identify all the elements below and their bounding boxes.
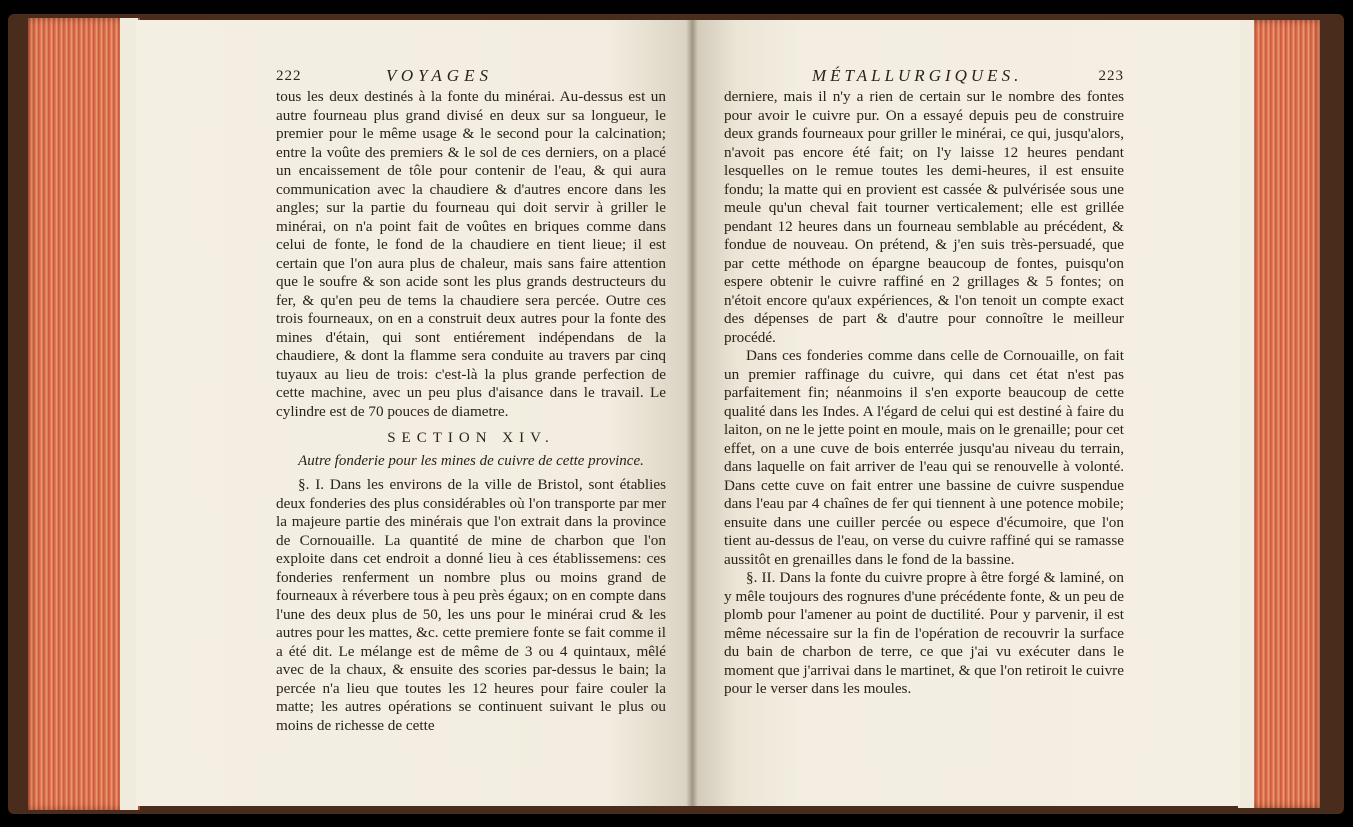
right-leaf-edge [1238,20,1254,808]
right-running-title: MÉTALLURGIQUES. [812,66,1023,85]
section-subtitle: Autre fonderie pour les mines de cuivre de cette province. [298,452,644,469]
right-running-head [724,66,1124,86]
right-page-body [724,88,1124,699]
left-running-head [276,66,666,86]
left-page-number: 222 [276,68,302,84]
left-running-title: VOYAGES [386,66,493,85]
right-page-number: 223 [1098,68,1124,84]
right-paragraph-3: §. II. Dans la fonte du cuivre propre à être forgé & laminé, on y mêle toujours des rognures d'une précédente fonte, & un peu de plomb pour l'amener au point de ductilité. Pour y parvenir, il est même nécessaire sur la fin de l'opération de recouvrir la surface du bain de charbon de terre, ce que j'ai vu exécuter dans le moment que j'arrivai dans le martinet, & que l'on retiroit le cuivre pour le verser dans les moules. [724,569,1124,697]
left-page-body [276,88,666,735]
left-paragraph-1: tous les deux destinés à la fonte du minérai. Au-dessus est un autre fourneau plus grand divisé en deux sur sa longueur, le premier pour le même usage & le second pour la calcination; entre la voûte des premiers & le sol de ces derniers, on a placé un encaissement de tôle pour contenir de l'eau, & qui aura communication avec la chaudiere & d'autres encore dans les angles; sur la partie du fourneau qui doit servir à griller le minérai, on n'a point fait de voûtes en briques comme dans celui de fonte, le fond de la chaudiere en tient lieue; il est certain que l'on aura plus de chaleur, mais sans faire attention que le soufre & son acide sont les plus grands destructeurs du fer, & qu'en peu de tems la chaudiere sera percée. Outre ces trois fourneaux, on en a construit deux autres pour la fonte des mines d'étain, qui sont entiérement indépendans de la chaudiere, & dont la flamme sera conduite au travers par cinq tuyaux au lieu de trois: c'est-là la plus grande perfection de cette machine, avec un peu plus d'aisance dans le travail. Le cylindre est de 70 pouces de diametre. [276,88,666,420]
section-heading: SECTION XIV. [387,430,555,446]
right-paragraph-1: derniere, mais il n'y a rien de certain sur le nombre des fontes pour avoir le cuivre pur. On a essayé depuis peu de construire deux grands fourneaux pour griller le minérai, ce qui, jusqu'alors, n'avoit pas encore été fait; on l'y laisse 12 heures pendant lesquelles on le remue toutes les demi-heures, il est ensuite fondu; la matte qui en provient est cassée & pulvérisée sous une meule qu'un cheval fait tourner verticalement; elle est grillée pendant 12 heures dans un fourneau semblable au précédent, & fondue de nouveau. On prétend, & j'en suis très-persuadé, que par cette méthode on épargne beaucoup de fontes, puisqu'on espere obtenir le cuivre raffiné en 2 grillages & 5 fontes; on n'étoit encore qu'aux expériences, & l'on tenoit un compte exact des dépenses de part & d'autre pour connoître le meilleur procédé. [724,88,1124,346]
left-paragraph-2: §. I. Dans les environs de la ville de Bristol, sont établies deux fonderies des plus considérables où l'on transporte par mer la majeure partie des minérais que l'on extrait dans la province de Cornouaille. La quantité de mine de charbon que l'on exploite dans cet endroit a donné lieu à ces établissemens: ces fonderies renferment un nombre plus ou moins grand de fourneaux à réverbere tous à peu près égaux; on en compte dans l'une des deux plus de 50, les uns pour le minérai crud & les autres pour les mattes, &c. cette premiere fonte se fait comme il a été dit. Le mélange est de même de 3 ou 4 quintaux, mêlé avec de la chaux, & ensuite des scories par-dessus le bain; la percée n'a lieu que toutes les 12 heures pour faire couler la matte; les autres opérations se continuent suivant le plus ou moins de richesse de cette [276,476,666,734]
right-page-edges [1250,20,1320,808]
book-gutter [686,20,698,806]
right-paragraph-2: Dans ces fonderies comme dans celle de Cornouaille, on fait un premier raffinage du cuivre, qui dans cet état n'est pas parfaitement fin; néanmoins il s'en exporte beaucoup de cette qualité dans les Indes. A l'égard de celui qui est destiné à faire du laiton, on ne le jette point en moule, mais on le grenaille; pour cet effet, on a une cuve de bois enterrée jusqu'au niveau du terrain, dans laquelle on fait arriver de l'eau qui se renouvelle à volonté. Dans cette cuve on fait entrer une bassine de cuivre suspendue dans l'eau par 4 chaînes de fer qui tiennent à une potence mobile; ensuite dans une cuiller percée ou espece d'écumoire, que l'on tient au-dessus de l'eau, on verse du cuivre raffiné qui se ramasse aussitôt en grenailles dans le fond de la bassine. [724,347,1124,568]
